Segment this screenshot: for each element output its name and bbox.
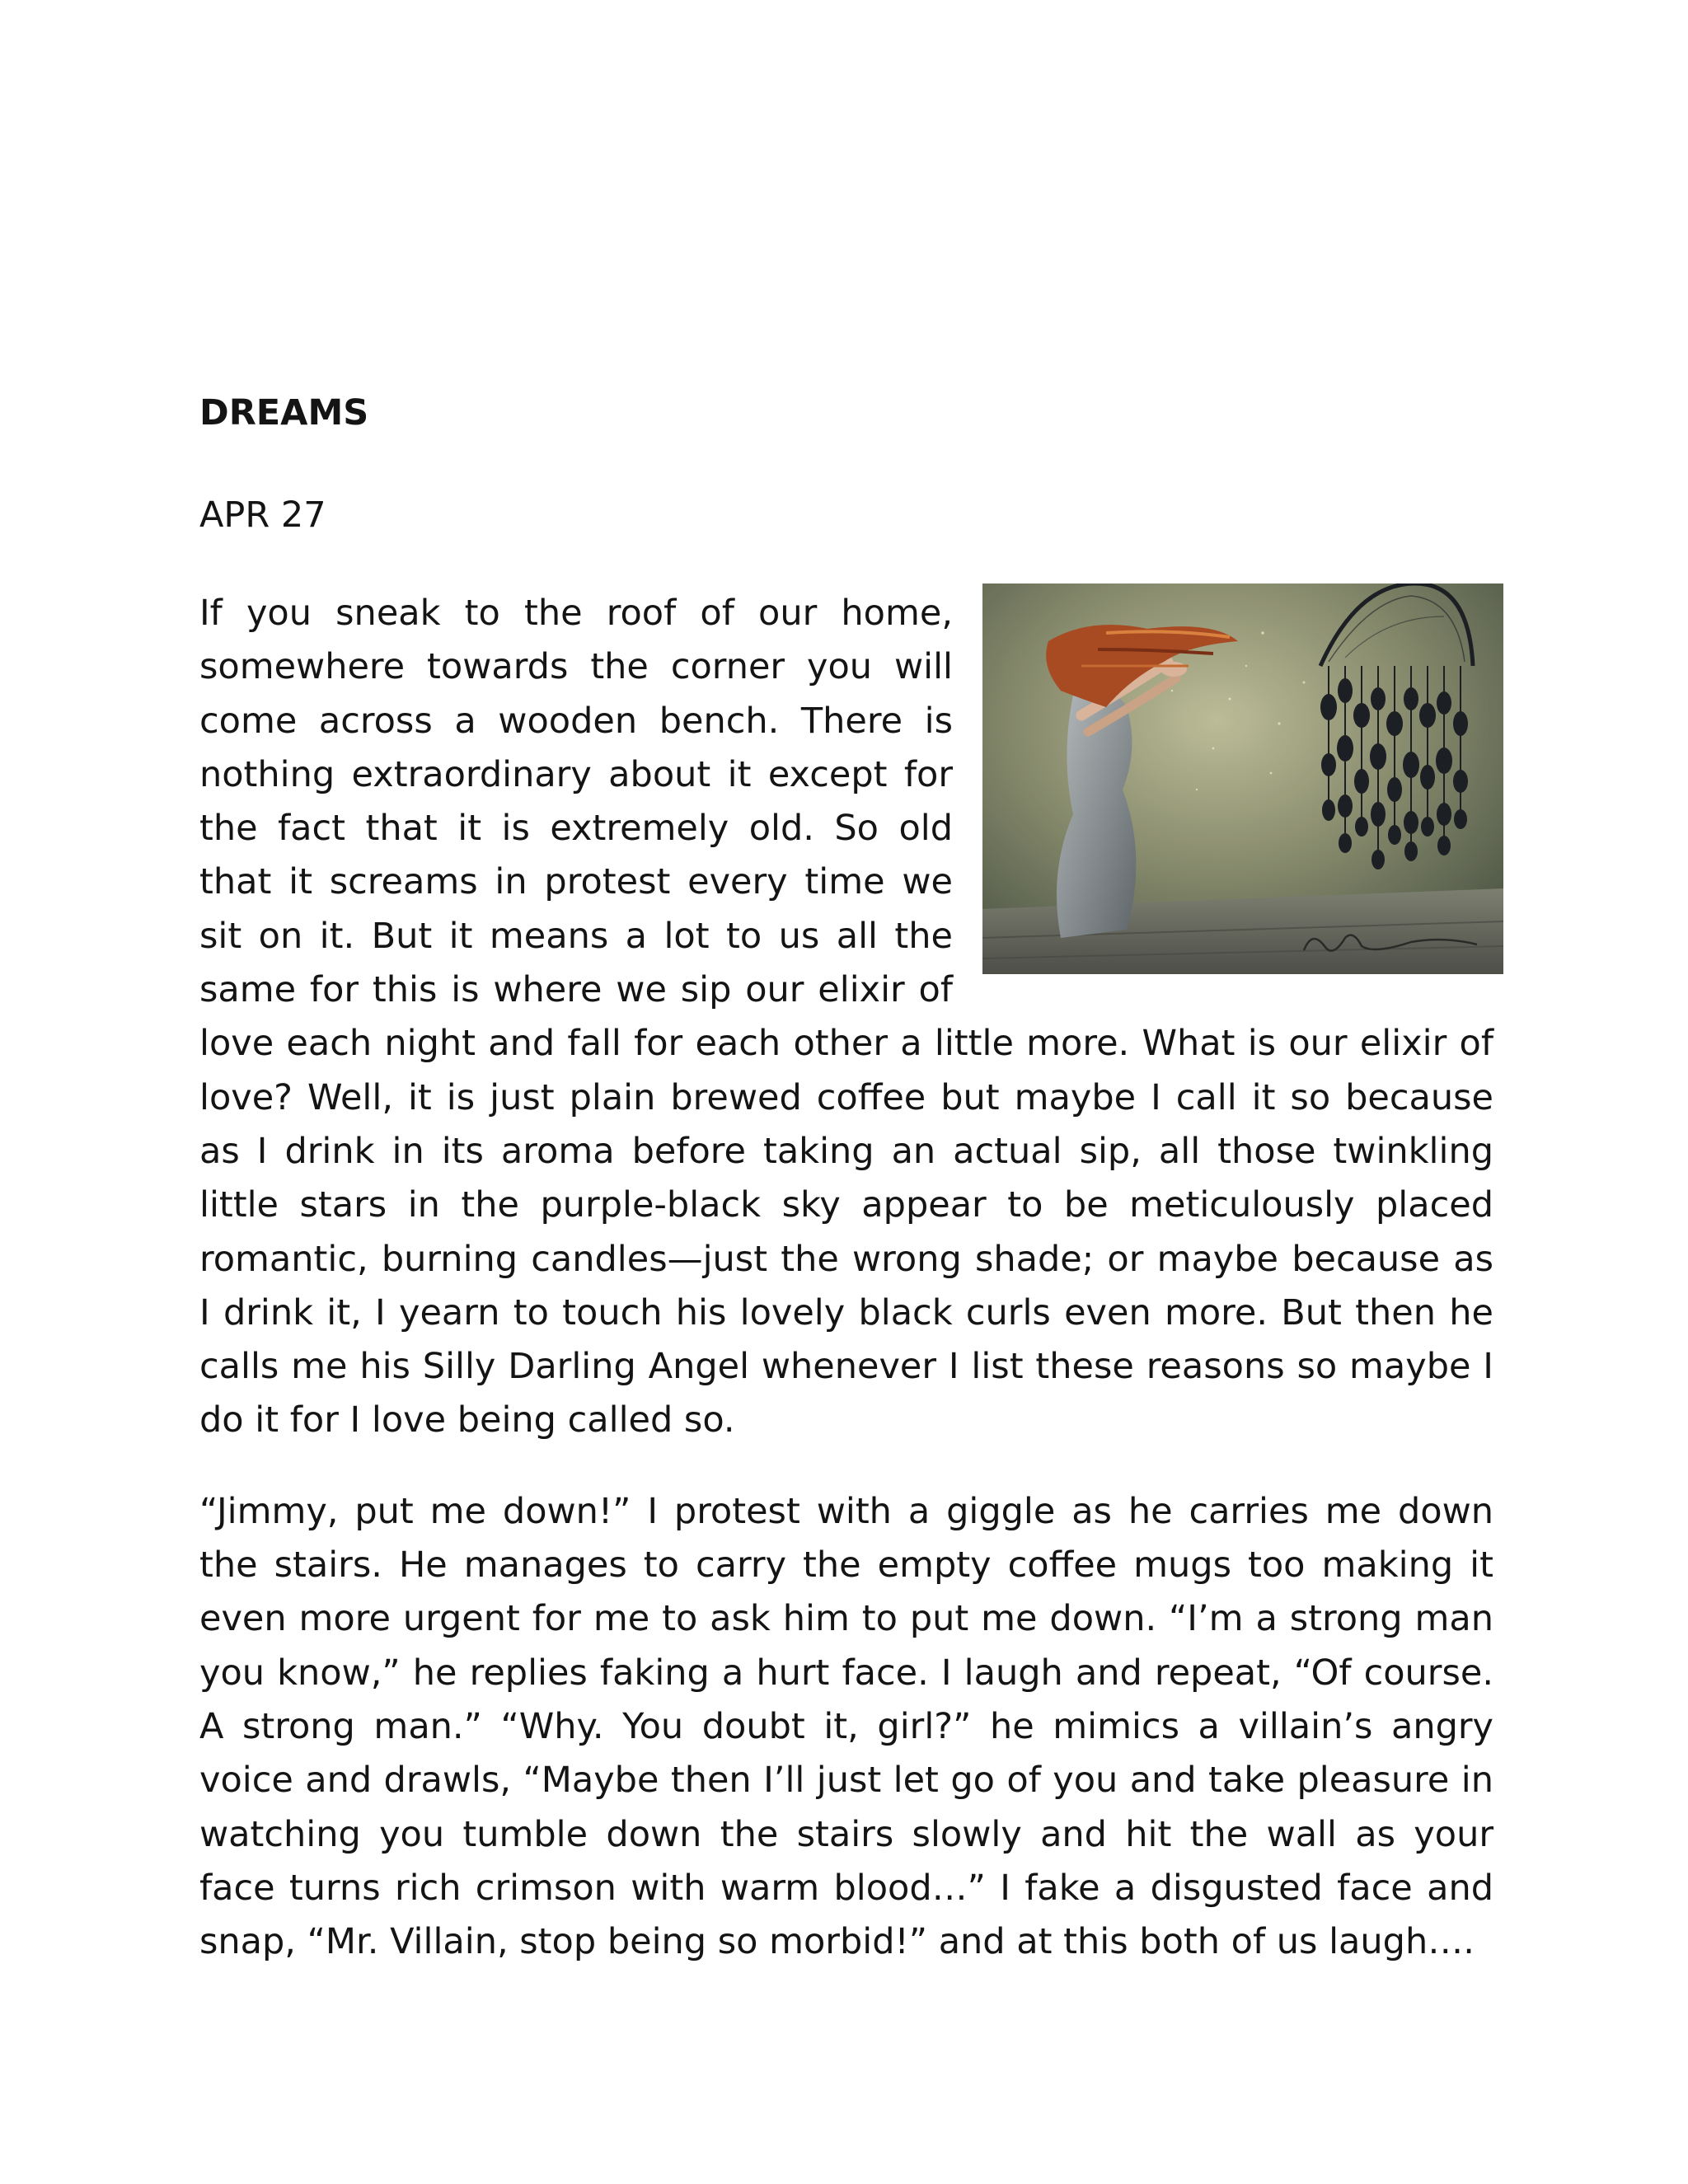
document-title: DREAMS [199,392,369,434]
document-body [199,587,1493,1969]
illustration-woman-dreamcatcher [982,583,1503,974]
paragraph-1: If you sneak to the roof of our home, somewhere towards the corner you will come across a wooden bench. There is nothing extraordinary about it except for the fact that it is extremely old. So old that it screams in protest every time we sit on it. But it means a lot to us all the same for this is where we sip our elixir of love each night and fall for each other a little more. What is our elixir of love? Well, it is just plain brewed coffee but maybe I call it so because as I drink in its aroma before taking an actual sip, all those twinkling little stars in the purple-black sky appear to be meticulously placed romantic, burning candles—just the wrong shade; or maybe because as I drink it, I yearn to touch his lovely black curls even more. But then he calls me his Silly Darling Angel whenever I list these reasons so maybe I do it for I love being called so. [199,593,1493,1441]
document-date: APR 27 [199,494,326,536]
paragraph-2: “Jimmy, put me down!” I protest with a giggle as he carries me down the stairs. He manages to carry the empty coffee mugs too making it even more urgent for me to ask him to put me down. “I’m a strong man you know,” he replies faking a hurt face. I laugh and repeat, “Of course. A strong man.” “Why. You doubt it, girl?” he mimics a villain’s angry voice and drawls, “Maybe then I’ll just let go of you and take pleasure in watching you tumble down the stairs slowly and hit the wall as your face turns rich crimson with warm blood…” I fake a disgusted face and snap, “Mr. Villain, stop being so morbid!” and at this both of us laugh…. [199,1490,1493,1963]
